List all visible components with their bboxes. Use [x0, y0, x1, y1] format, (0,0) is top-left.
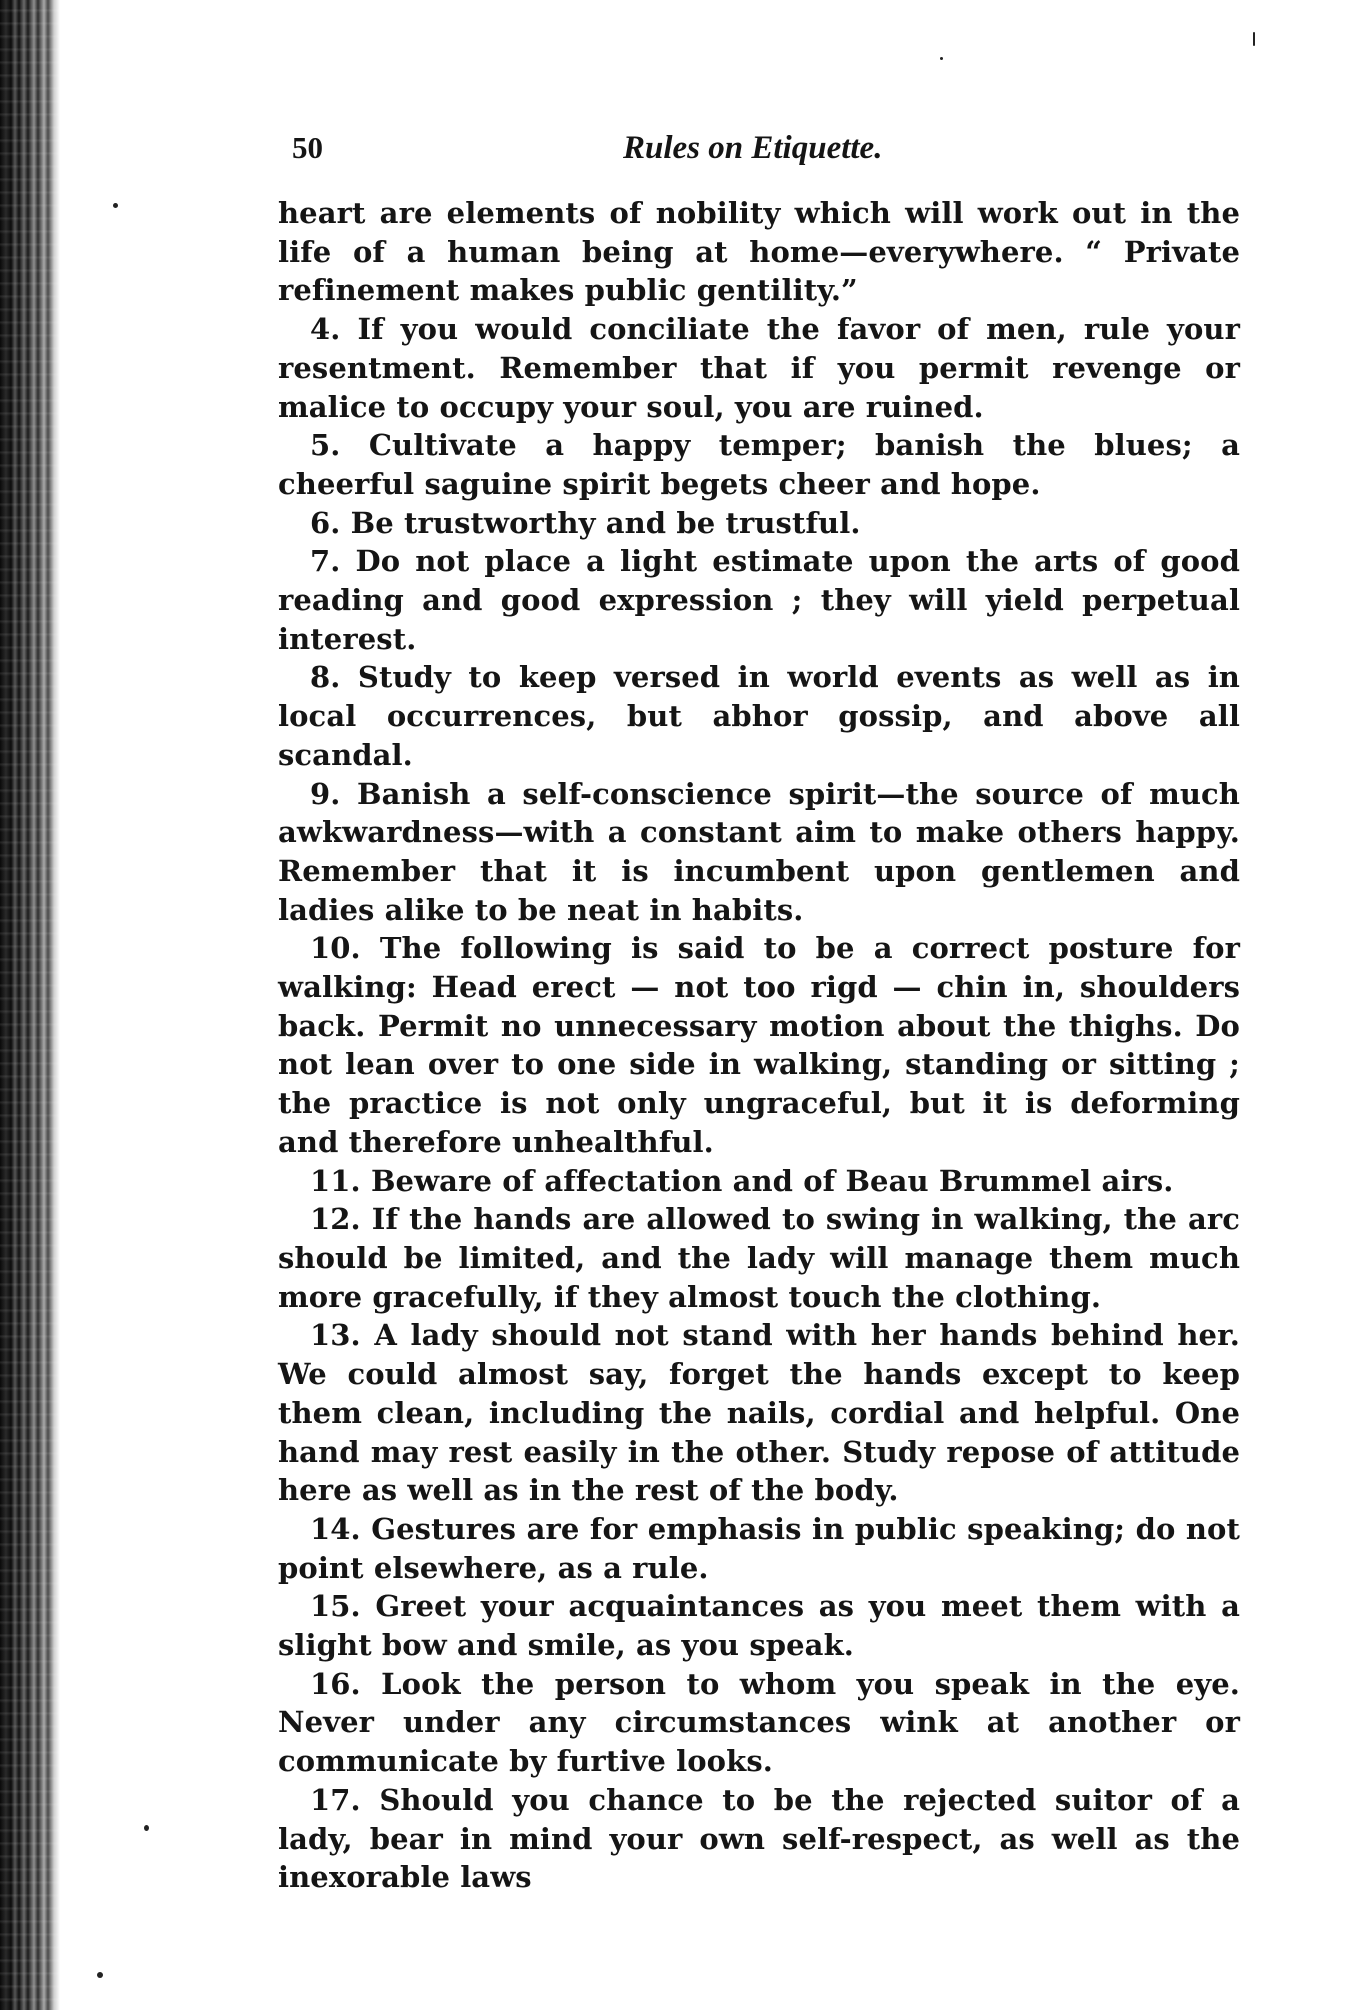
paragraph-continuation: heart are elements of nobility which will work out in the life of a human being at home—everywhere. “ Private refinement makes public gentility.” — [278, 196, 1240, 308]
ink-speck — [940, 57, 943, 60]
ink-speck — [113, 203, 118, 208]
rule-paragraph-9: 9. Banish a self-conscience spirit—the source of much awkwardness—with a constant aim to make others happy. Remember that it is incumbent upon gentlemen and ladies alike to be neat in habits. — [278, 776, 1240, 927]
rule-paragraph-11: 11. Beware of affectation and of Beau Brummel airs. — [310, 1163, 1174, 1198]
rule-paragraph-13: 13. A lady should not stand with her hands behind her. We could almost say, forget the hands except to keep them clean, including the nails, cordial and helpful. One hand may rest easily in the other. Study repose of attitude here as well as in the rest of the body. — [278, 1318, 1240, 1508]
rule-paragraph-5: 5. Cultivate a happy temper; banish the blues; a cheerful saguine spirit begets cheer and hope. — [278, 428, 1240, 501]
rule-paragraph-4: 4. If you would conciliate the favor of men, rule your resentment. Remember that if you permit revenge or malice to occupy your soul, you are ruined. — [278, 312, 1240, 424]
rule-paragraph-16: 16. Look the person to whom you speak in the eye. Never under any circumstances wink at another or communicate by furtive looks. — [278, 1666, 1240, 1779]
rule-paragraph-14: 14. Gestures are for emphasis in public speaking; do not point elsewhere, as a rule. — [278, 1511, 1240, 1585]
body-text — [278, 194, 1240, 1897]
book-page — [278, 118, 1240, 1897]
rule-paragraph-15: 15. Greet your acquaintances as you meet them with a slight bow and smile, as you speak. — [278, 1589, 1240, 1663]
binding-texture — [0, 0, 60, 2010]
ink-speck — [144, 1825, 149, 1831]
ink-speck — [1253, 32, 1255, 46]
rule-paragraph-7: 7. Do not place a light estimate upon the arts of good reading and good expression ; they will yield perpetual interest. — [278, 544, 1240, 656]
page-number: 50 — [292, 130, 323, 165]
rule-paragraph-10: 10. The following is said to be a correct posture for walking: Head erect — not too rigd — chin in, shoulders back. Permit no unnecessary motion about the thighs. Do not lean over to one side in walking, standing or sitting ; the practice is not only ungraceful, but it is deforming and therefore unhealthful. — [278, 931, 1240, 1159]
running-title: Rules on Etiquette. — [623, 130, 883, 166]
rule-paragraph-6: 6. Be trustworthy and be trustful. — [310, 505, 861, 540]
rule-paragraph-17: 17. Should you chance to be the rejected suitor of a lady, bear in mind your own self-respect, as well as the inexorable laws — [278, 1782, 1240, 1895]
rule-paragraph-8: 8. Study to keep versed in world events as well as in local occurrences, but abhor gossip, and above all scandal. — [278, 660, 1240, 772]
ink-speck — [97, 1972, 103, 1978]
page-header — [278, 118, 1240, 194]
rule-paragraph-12: 12. If the hands are allowed to swing in walking, the arc should be limited, and the lady will manage them much more gracefully, if they almost touch the clothing. — [278, 1202, 1240, 1314]
